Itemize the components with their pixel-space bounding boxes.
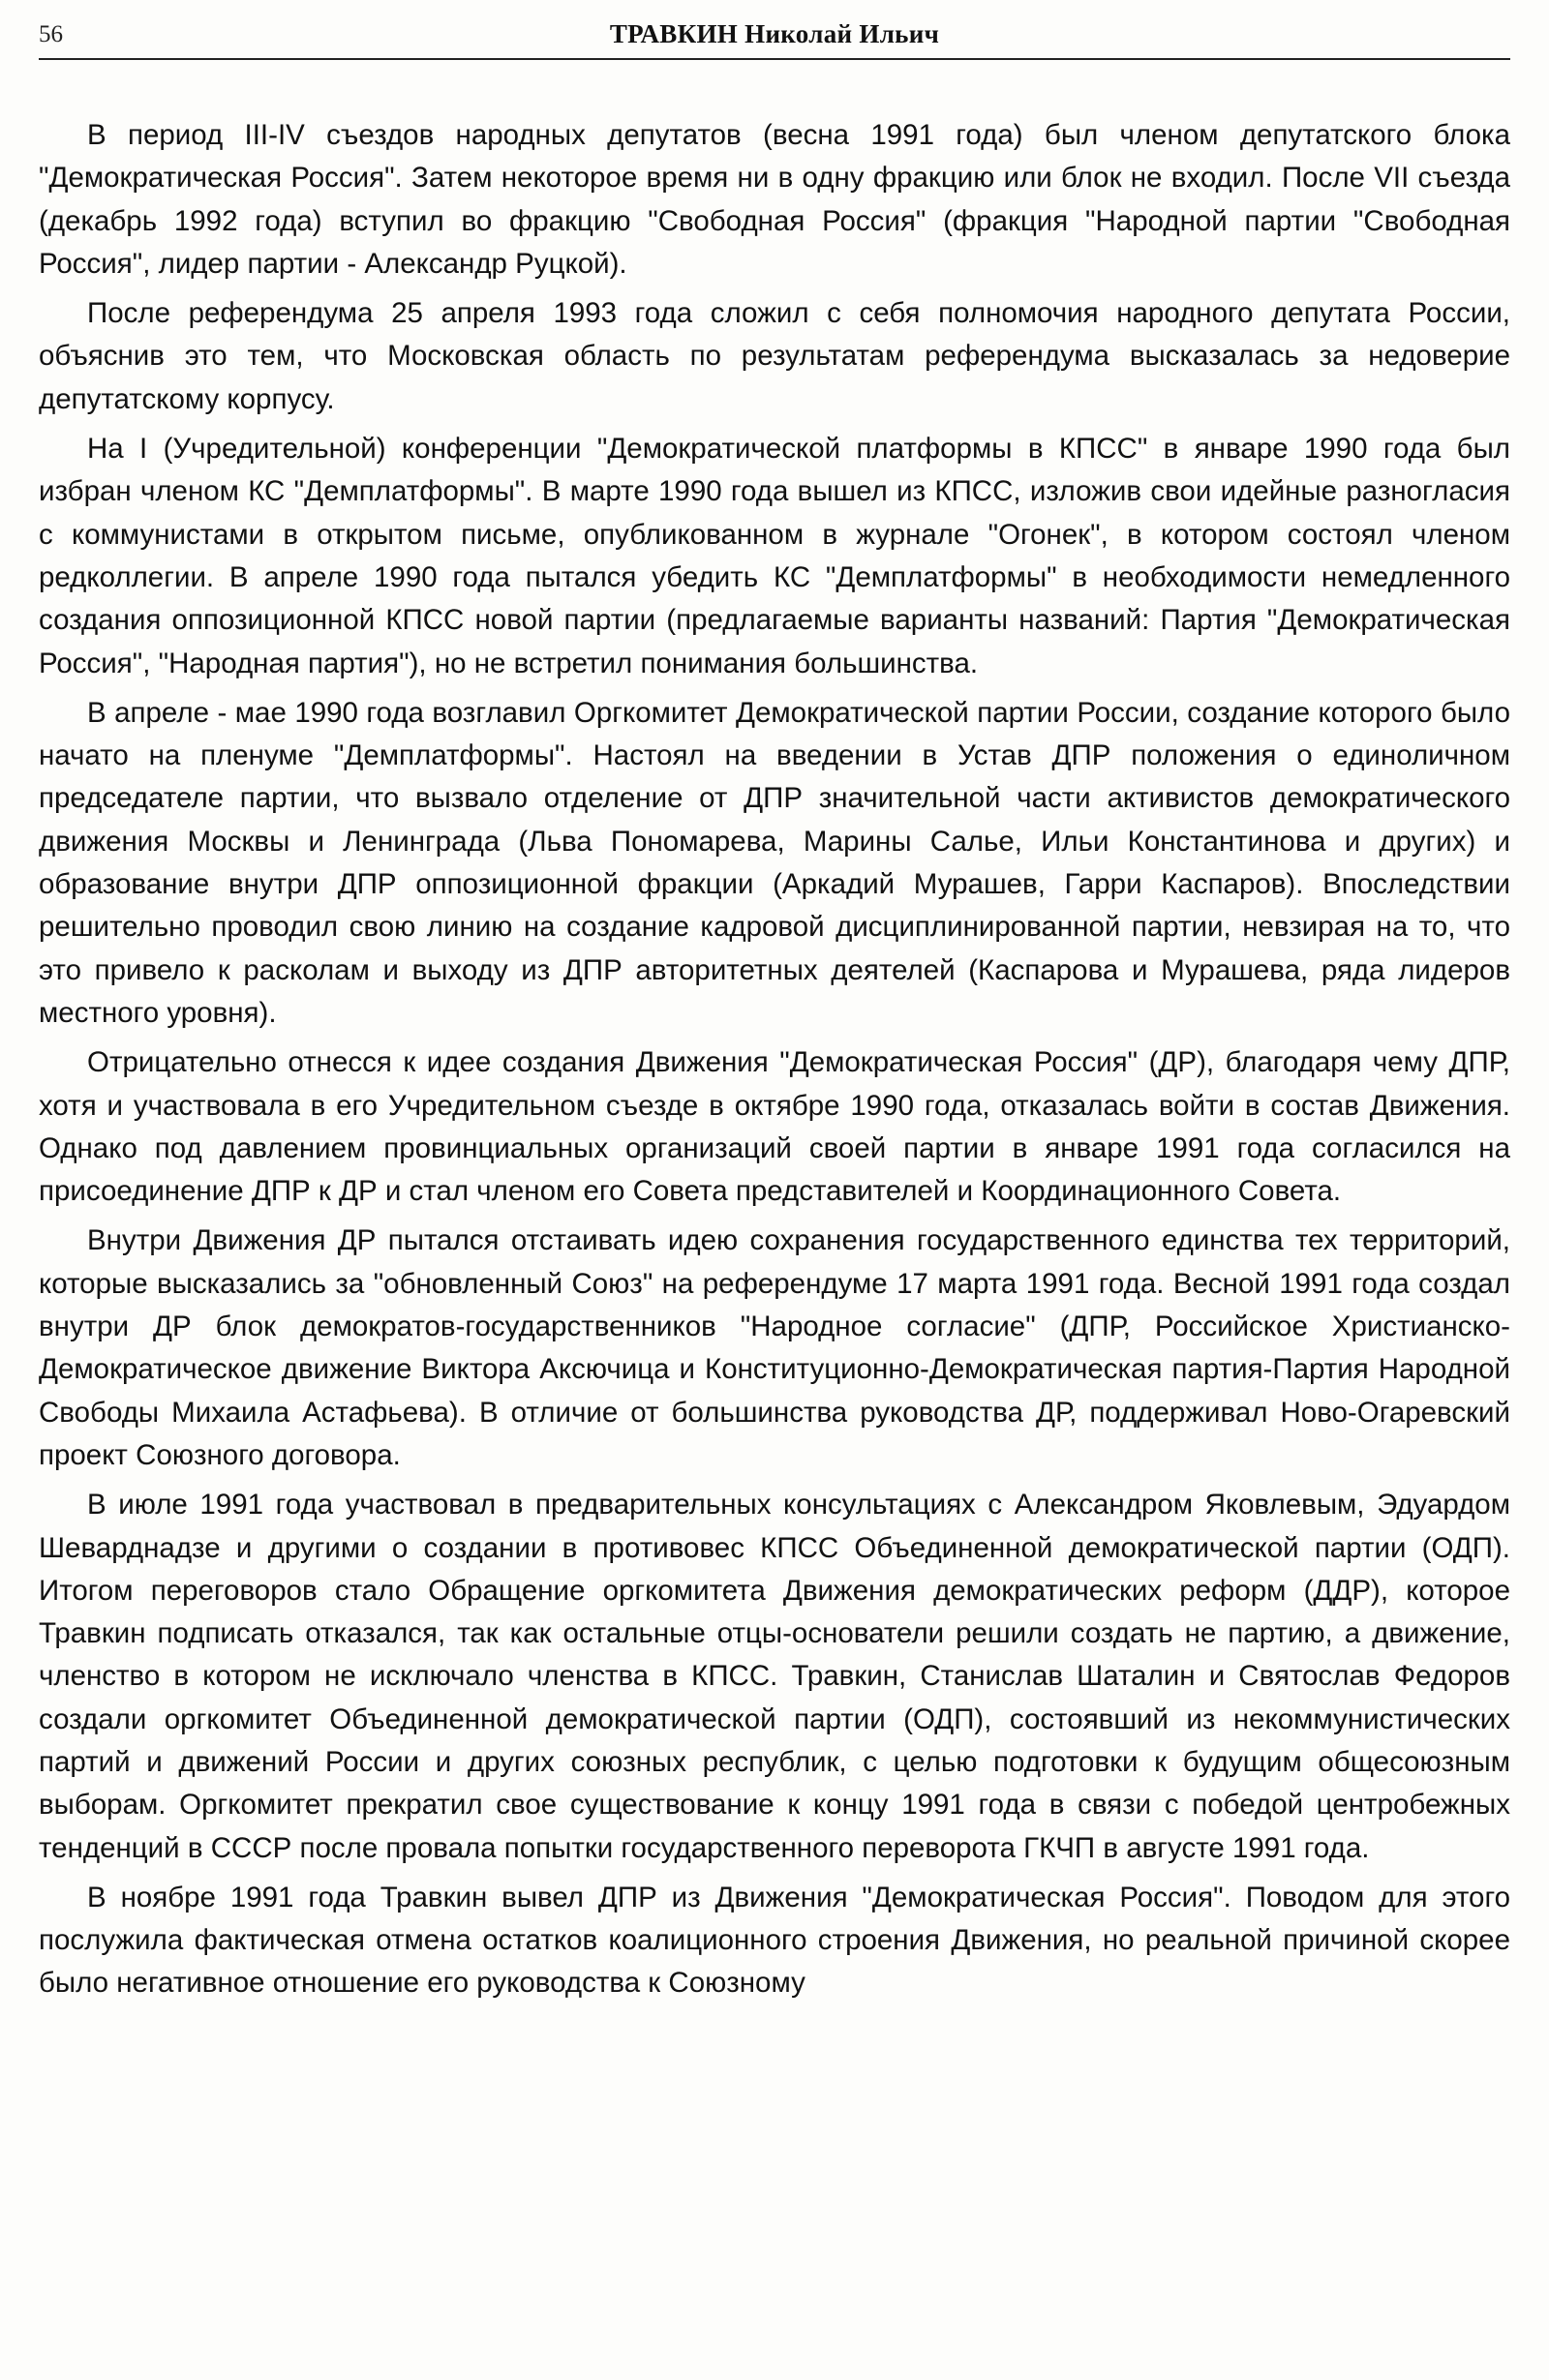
paragraph: Внутри Движения ДР пытался отстаивать идею сохранения государственного единства тех территорий, которые высказались за "обновленный Союз" на референдуме 17 марта 1991 года. Весной 1991 года создал внутри ДР блок демократов-государственников "Народное согласие" (ДПР, Российское Христианско-Демократическое движение Виктора Аксючица и Конституционно-Демократическая партия-Партия Народной Свободы Михаила Астафьева). В отличие от большинства руководства ДР, поддерживал Ново-Огаревский проект Союзного договора. (39, 1224, 1510, 1471)
paragraph: В апреле - мае 1990 года возглавил Оргкомитет Демократической партии России, создание которого было начато на пленуме "Демплатформы". Настоял на введении в Устав ДПР положения о единоличном председателе партии, что вызвало отделение от ДПР значительной части активистов демократического движения Москвы и Ленинграда (Льва Пономарева, Марины Салье, Ильи Константинова и других) и образование внутри ДПР оппозиционной фракции (Аркадий Мурашев, Гарри Каспаров). Впоследствии решительно проводил свою линию на создание кадровой дисциплинированной партии, невзирая на то, что это привело к расколам и выходу из ДПР авторитетных деятелей (Каспарова и Мурашева, ряда лидеров местного уровня). (39, 696, 1510, 1029)
body-text (39, 114, 1510, 2012)
running-title: ТРАВКИН Николай Ильич (609, 19, 940, 48)
paragraph: Отрицательно отнесся к идее создания Движения "Демократическая Россия" (ДР), благодаря чему ДПР, хотя и участвовала в его Учредительном съезде в октябре 1990 года, отказалась войти в состав Движения. Однако под давлением провинциальных организаций своей партии в январе 1991 года согласился на присоединение ДПР к ДР и стал членом его Совета представителей и Координационного Совета. (39, 1046, 1510, 1208)
page-number: 56 (39, 21, 63, 47)
header-divider (39, 58, 1510, 60)
page-header (39, 17, 1510, 58)
paragraph: После референдума 25 апреля 1993 года сложил с себя полномочия народного депутата России, объяснив это тем, что Московская область по результатам референдума высказалась за недоверие депутатскому корпусу. (39, 297, 1510, 415)
paragraph: В июле 1991 года участвовал в предварительных консультациях с Александром Яковлевым, Эдуардом Шеварднадзе и другими о создании в противовес КПСС Объединенной демократической партии (ОДП). Итогом переговоров стало Обращение оргкомитета Движения демократических реформ (ДДР), которое Травкин подписать отказался, так как остальные отцы-основатели решили создать не партию, а движение, членство в котором не исключало членства в КПСС. Травкин, Станислав Шаталин и Святослав Федоров создали оргкомитет Объединенной демократической партии (ОДП), состоявший из некоммунистических партий и движений России и других союзных республик, с целью подготовки к будущим общесоюзным выборам. Оргкомитет прекратил свое существование к концу 1991 года в связи с победой центробежных тенденций в СССР после провала попытки государственного переворота ГКЧП в августе 1991 года. (39, 1489, 1510, 1864)
paragraph: В ноябре 1991 года Травкин вывел ДПР из Движения "Демократическая Россия". Поводом для этого послужила фактическая отмена остатков коалиционного строения Движения, но реальной причиной скорее было негативное отношение его руководства к Союзному (39, 1881, 1510, 2000)
paragraph: В период III-IV съездов народных депутатов (весна 1991 года) был членом депутатского блока "Демократическая Россия". Затем некоторое время ни в одну фракцию или блок не входил. После VII съезда (декабрь 1992 года) вступил во фракцию "Свободная Россия" (фракция "Народной партии "Свободная Россия", лидер партии - Александр Руцкой). (39, 119, 1510, 280)
paragraph: На I (Учредительной) конференции "Демократической платформы в КПСС" в январе 1990 года был избран членом КС "Демплатформы". В марте 1990 года вышел из КПСС, изложив свои идейные разногласия с коммунистами в открытом письме, опубликованном в журнале "Огонек", в котором состоял членом редколлегии. В апреле 1990 года пытался убедить КС "Демплатформы" в необходимости немедленного создания оппозиционной КПСС новой партии (предлагаемые варианты названий: Партия "Демократическая Россия", "Народная партия"), но не встретил понимания большинства. (39, 433, 1510, 679)
